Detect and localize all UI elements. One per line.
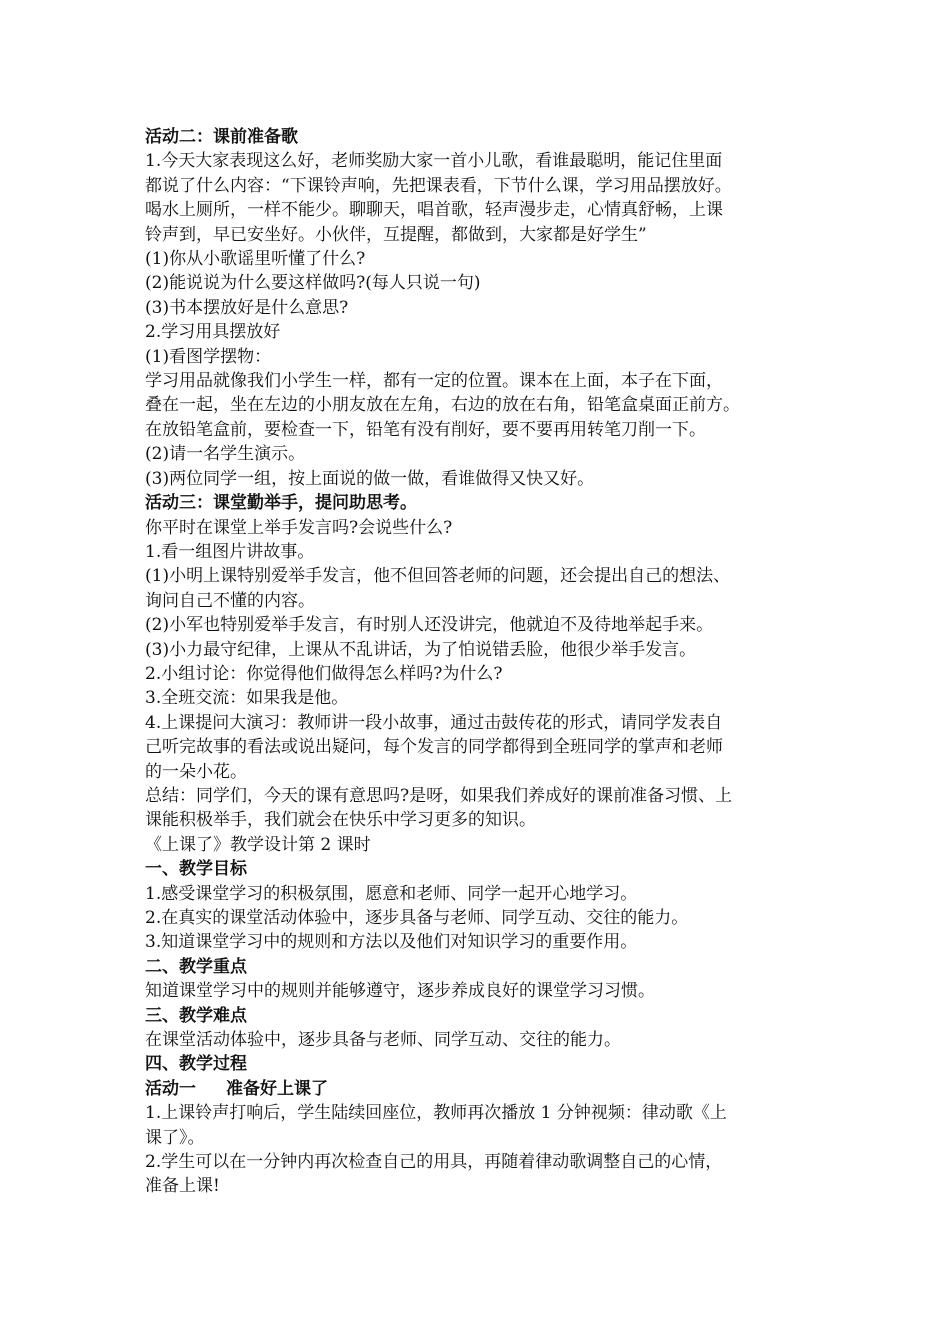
activity-1-step-2 bbox=[145, 1150, 825, 1199]
question-1: (1)你从小歌谣里听懂了什么? bbox=[145, 249, 366, 270]
section-1-heading: 一、教学目标 bbox=[145, 859, 247, 880]
activity-1-name: 准备好上课了 bbox=[226, 1078, 328, 1099]
activity-1-step-1 bbox=[145, 1101, 825, 1150]
step-2-heading: 2.学习用具摆放好 bbox=[145, 322, 281, 343]
objective-item: 2.在真实的课堂活动体验中，逐步具备与老师、同学互动、交往的能力。 bbox=[145, 908, 689, 928]
paragraph-line: 总结：同学们，今天的课有意思吗?是呀，如果我们养成好的课前准备习惯、上 bbox=[145, 785, 733, 806]
step-2-item-2: (2)请一名学生演示。 bbox=[145, 444, 306, 465]
paragraph-line: 叠在一起，坐在左边的小朋友放在左角，右边的放在右角，铅笔盒桌面正前方。 bbox=[145, 395, 740, 416]
paragraph-line: 4.上课提问大演习：教师讲一段小故事，通过击鼓传花的形式，请同学发表自 bbox=[145, 712, 723, 733]
activity-3-step-2: 2.小组讨论：你觉得他们做得怎么样吗?为什么? bbox=[145, 663, 503, 684]
question-2: (2)能说说为什么要这样做吗?(每人只说一句) bbox=[145, 273, 481, 294]
activity-3-step-3: 3.全班交流：如果我是他。 bbox=[145, 688, 349, 709]
paragraph-line: 喝水上厕所，一样不能少。聊聊天，唱首歌，轻声漫步走，心情真舒畅，上课 bbox=[145, 200, 723, 221]
paragraph-line: 己听完故事的看法或说出疑问，每个发言的同学都得到全班同学的掌声和老师 bbox=[145, 737, 723, 758]
paragraph-line: 课了》。 bbox=[145, 1127, 205, 1148]
step-2-item-3: (3)两位同学一组，按上面说的做一做，看谁做得又快又好。 bbox=[145, 468, 595, 489]
paragraph-line: 1.上课铃声打响后，学生陆续回座位，教师再次播放 1 分钟视频：律动歌《上 bbox=[145, 1103, 727, 1124]
paragraph-line: 准备上课! bbox=[145, 1176, 220, 1197]
section-2-heading: 二、教学重点 bbox=[145, 956, 247, 977]
section-3-heading: 三、教学难点 bbox=[145, 1005, 247, 1026]
section-3-text: 在课堂活动体验中，逐步具备与老师、同学互动、交往的能力。 bbox=[145, 1030, 621, 1051]
story-item-2: (2)小军也特别爱举手发言，有时别人还没讲完，他就迫不及待地举起手来。 bbox=[145, 615, 714, 636]
objective-item: 1.感受课堂学习的积极氛围，愿意和老师、同学一起开心地学习。 bbox=[145, 883, 638, 904]
document-page bbox=[145, 125, 825, 1199]
activity-1-heading bbox=[145, 1077, 825, 1101]
activity-2-heading: 活动二：课前准备歌 bbox=[145, 127, 298, 147]
activity-1-label: 活动一 bbox=[145, 1078, 196, 1099]
paragraph-line: 课能积极举手，我们就会在快乐中学习更多的知识。 bbox=[145, 810, 536, 831]
paragraph-line: 在放铅笔盒前，要检查一下，铅笔有没有削好，要不要再用转笔刀削一下。 bbox=[145, 419, 706, 440]
activity-3-heading: 活动三：课堂勤举手，提问助思考。 bbox=[145, 493, 417, 514]
step-2-description bbox=[145, 369, 825, 442]
paragraph-line: 铃声到，早已安坐好。小伙伴，互提醒，都做到，大家都是好学生” bbox=[145, 224, 647, 245]
paragraph-line: 1.今天大家表现这么好，老师奖励大家一首小儿歌，看谁最聪明，能记住里面 bbox=[145, 151, 723, 172]
activity-3-step-4 bbox=[145, 711, 825, 784]
objective-item: 3.知道课堂学习中的规则和方法以及他们对知识学习的重要作用。 bbox=[145, 932, 638, 953]
paragraph-line: 的一朵小花。 bbox=[145, 761, 247, 782]
question-3: (3)书本摆放好是什么意思? bbox=[145, 297, 349, 318]
paragraph-line: 询问自己不懂的内容。 bbox=[145, 590, 315, 611]
section-2-text: 知道课堂学习中的规则并能够遵守，逐步养成良好的课堂学习习惯。 bbox=[145, 981, 655, 1002]
paragraph-line: 都说了什么内容：“下课铃声响，先把课表看，下节什么课，学习用品摆放好。 bbox=[145, 175, 732, 196]
paragraph-line: 2.学生可以在一分钟内再次检查自己的用具，再随着律动歌调整自己的心情， bbox=[145, 1152, 723, 1173]
activity-3-step-1: 1.看一组图片讲故事。 bbox=[145, 541, 315, 562]
paragraph-line: (1)小明上课特别爱举手发言，他不但回答老师的问题，还会提出自己的想法、 bbox=[145, 566, 731, 587]
activity-3-intro: 你平时在课堂上举手发言吗?会说些什么? bbox=[145, 517, 453, 538]
step-2-item-1: (1)看图学摆物： bbox=[145, 346, 272, 367]
summary-paragraph bbox=[145, 784, 825, 833]
activity-2-song-paragraph bbox=[145, 149, 825, 247]
story-item-1 bbox=[145, 564, 825, 613]
story-item-3: (3)小力最守纪律，上课从不乱讲话，为了怕说错丢脸，他很少举手发言。 bbox=[145, 639, 697, 660]
section-4-heading: 四、教学过程 bbox=[145, 1054, 247, 1075]
paragraph-line: 学习用品就像我们小学生一样，都有一定的位置。课本在上面，本子在下面， bbox=[145, 371, 723, 392]
lesson-2-title: 《上课了》教学设计第 2 课时 bbox=[145, 834, 371, 855]
